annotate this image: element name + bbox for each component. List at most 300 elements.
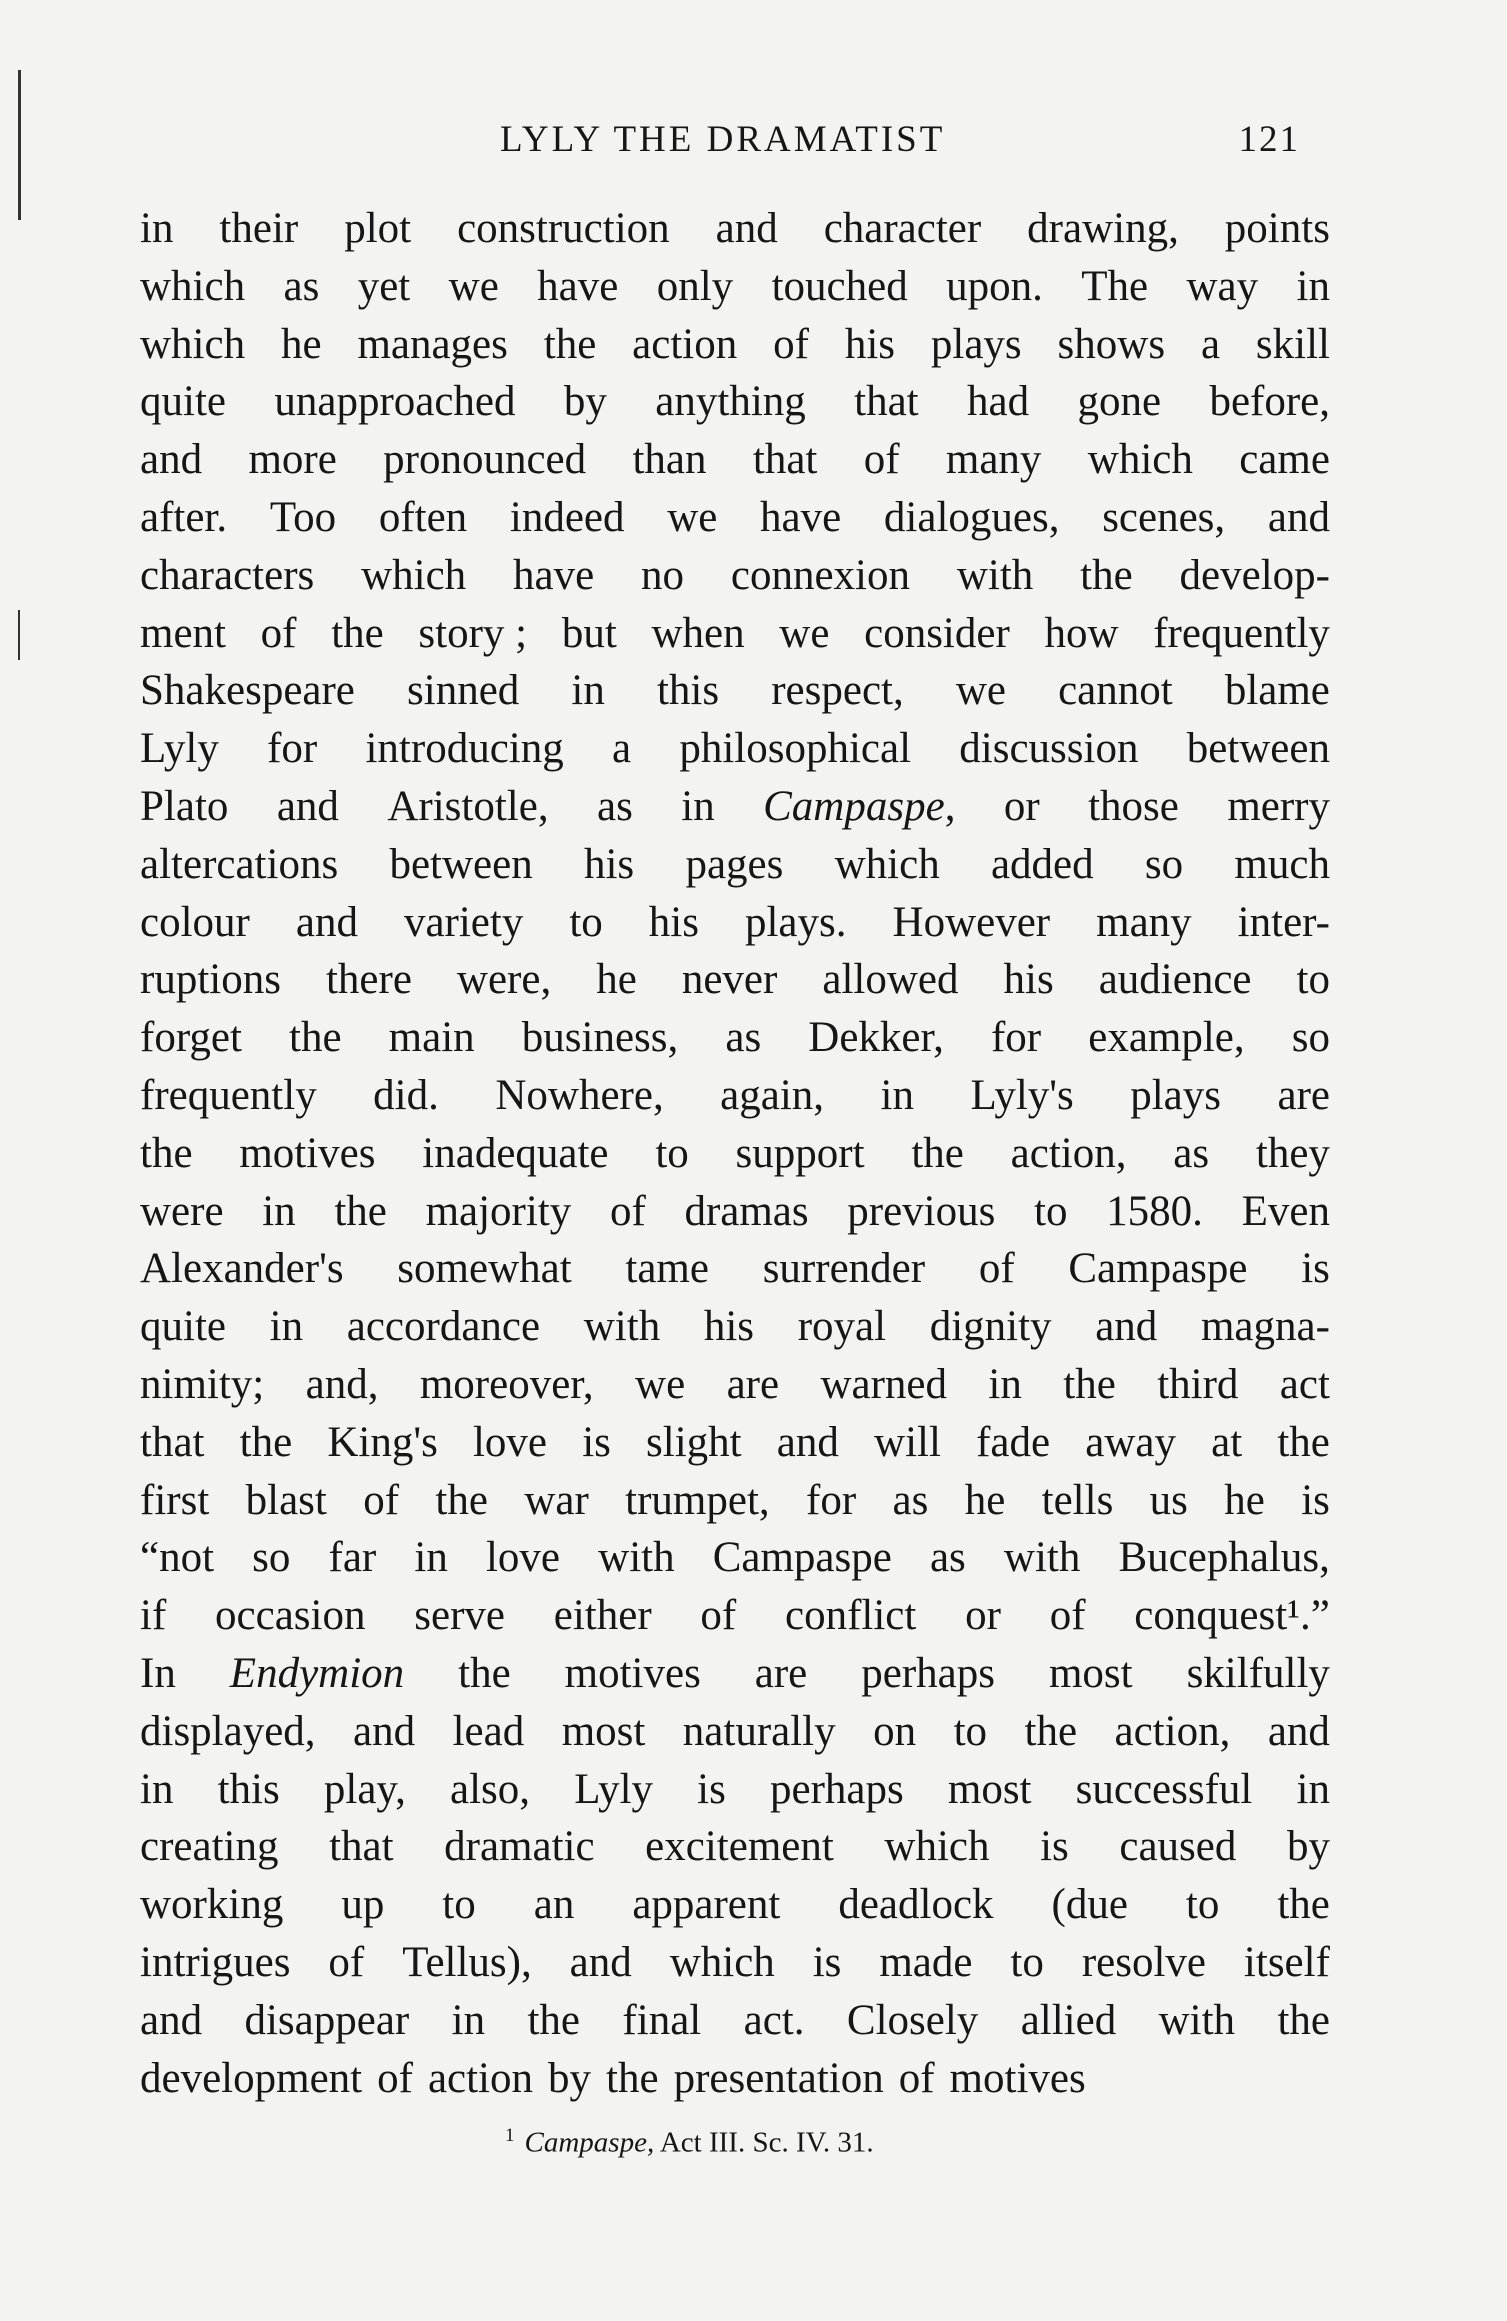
word: philosophical	[679, 725, 912, 773]
word: between	[1186, 725, 1330, 773]
word: royal	[797, 1303, 887, 1351]
word: support	[735, 1129, 865, 1177]
word: surrender	[762, 1245, 926, 1293]
word: business,	[521, 1014, 679, 1062]
word: war	[524, 1476, 589, 1524]
word: act	[1279, 1360, 1330, 1408]
word: blast	[245, 1476, 327, 1524]
word: and	[715, 205, 778, 252]
word: tells	[1041, 1476, 1114, 1524]
word: he	[280, 320, 322, 368]
word: variety	[403, 898, 524, 946]
word: Endymion	[229, 1649, 405, 1697]
word: had	[967, 378, 1030, 426]
word: the	[1277, 1881, 1330, 1929]
word: for	[267, 725, 318, 773]
word: have	[760, 493, 842, 541]
word: on	[873, 1707, 917, 1755]
word: in	[269, 1303, 304, 1351]
word: altercations	[140, 840, 339, 888]
word: develop-	[1179, 551, 1330, 599]
word: far	[328, 1534, 377, 1582]
word: dialogues,	[883, 493, 1060, 541]
word: trumpet,	[625, 1476, 770, 1524]
word: is	[697, 1765, 726, 1813]
word: after.	[140, 493, 228, 541]
word: motives	[949, 2054, 1086, 2102]
word: way	[1186, 262, 1259, 310]
word: drawing,	[1027, 205, 1179, 252]
text-line	[140, 1298, 1330, 1356]
word: to	[1185, 1881, 1220, 1929]
word: we	[667, 493, 718, 541]
footnote	[505, 2125, 874, 2160]
word: and	[1267, 1707, 1330, 1755]
word: King's	[327, 1418, 438, 1466]
word: motives	[564, 1649, 701, 1697]
scan-edge-mark	[18, 610, 20, 660]
word: development	[140, 2054, 363, 2102]
text-line	[140, 836, 1330, 894]
word: the	[1277, 1996, 1330, 2044]
word: which	[884, 1823, 990, 1871]
word: accordance	[346, 1303, 541, 1351]
word: In	[140, 1649, 176, 1697]
word: he	[1224, 1476, 1265, 1524]
word: a	[611, 725, 632, 773]
word: added	[990, 840, 1094, 888]
word: have	[537, 262, 619, 310]
word: never	[681, 956, 778, 1004]
word: anything	[655, 378, 806, 426]
text-line	[140, 1992, 1330, 2050]
text-line	[140, 1414, 1330, 1472]
word: naturally	[682, 1707, 836, 1755]
word: frequently	[140, 1071, 317, 1119]
word: of	[377, 2054, 413, 2102]
word: we	[635, 1360, 686, 1408]
text-line	[140, 605, 1330, 663]
word: made	[879, 1938, 973, 1986]
text-line	[140, 951, 1330, 1009]
word: and,	[305, 1360, 379, 1408]
word: introducing	[365, 725, 564, 773]
word: are	[726, 1360, 780, 1408]
word: story ;	[418, 609, 528, 657]
word: so	[252, 1534, 291, 1582]
word: action	[427, 2054, 534, 2102]
word: the	[1277, 1418, 1330, 1466]
word: allowed	[822, 956, 959, 1004]
text-line	[140, 1818, 1330, 1876]
word: how	[1044, 609, 1119, 657]
word: ment	[140, 609, 226, 657]
word: unapproached	[274, 378, 516, 426]
word: and	[353, 1707, 416, 1755]
word: deadlock	[838, 1881, 994, 1929]
word: The	[1081, 262, 1149, 310]
page-header	[500, 118, 1300, 168]
word: the	[334, 1187, 387, 1235]
word: “not	[140, 1534, 215, 1582]
word: the	[606, 2054, 659, 2102]
word: plays	[930, 320, 1022, 368]
word: third	[1157, 1360, 1239, 1408]
word: as	[892, 1476, 929, 1524]
word: he	[596, 956, 637, 1004]
word-group	[763, 778, 955, 836]
word: serve	[414, 1592, 505, 1640]
word: is	[1301, 1476, 1330, 1524]
word: in	[414, 1534, 448, 1582]
word: shows	[1057, 320, 1166, 368]
word: the	[911, 1129, 964, 1177]
footnote-title: Campaspe,	[524, 2126, 655, 2159]
word: before,	[1209, 378, 1330, 426]
word: of	[1049, 1592, 1086, 1640]
word: Aristotle,	[387, 782, 549, 830]
word: conflict	[785, 1592, 917, 1640]
text-line	[140, 547, 1330, 605]
word: Campaspe	[763, 782, 945, 830]
text-line	[140, 1934, 1330, 1992]
word: dramatic	[444, 1823, 595, 1871]
word: dignity	[929, 1303, 1052, 1351]
word: successful	[1075, 1765, 1253, 1813]
text-line	[140, 1645, 1330, 1703]
word: in	[262, 1187, 296, 1235]
word: majority	[425, 1187, 572, 1235]
word: gone	[1077, 378, 1162, 426]
word: to	[1296, 956, 1330, 1004]
word: Tellus),	[402, 1938, 532, 1986]
word: which	[140, 262, 246, 310]
word: as	[929, 1534, 966, 1582]
text-line	[140, 1703, 1330, 1761]
word: when	[651, 609, 745, 657]
word: and	[140, 436, 203, 484]
word: are	[754, 1649, 808, 1697]
word: in	[681, 782, 715, 830]
word: were,	[456, 956, 552, 1004]
word: much	[1234, 840, 1330, 888]
word: and	[1267, 493, 1330, 541]
text-line	[140, 1240, 1330, 1298]
word: Campaspe	[712, 1534, 892, 1582]
word: points	[1224, 205, 1330, 252]
word: with	[1003, 1534, 1081, 1582]
word: in	[880, 1071, 914, 1119]
word: his	[703, 1303, 755, 1351]
word: we	[955, 667, 1006, 715]
text-line	[140, 489, 1330, 547]
word: with	[1158, 1996, 1236, 2044]
word: his	[583, 840, 635, 888]
word: the	[1024, 1707, 1078, 1755]
word: many	[1096, 898, 1192, 946]
word: audience	[1098, 956, 1252, 1004]
text-line	[140, 1067, 1330, 1125]
word: manages	[357, 320, 508, 368]
word: 1580.	[1106, 1187, 1203, 1235]
word: caused	[1119, 1823, 1237, 1871]
text-line	[140, 894, 1330, 952]
word: Shakespeare	[140, 667, 355, 715]
word: as	[597, 782, 633, 830]
word: discussion	[959, 725, 1139, 773]
word: plays.	[744, 898, 847, 946]
word: no	[641, 551, 685, 599]
word: main	[388, 1014, 475, 1062]
word: Lyly's	[970, 1071, 1074, 1119]
word: the	[239, 1418, 293, 1466]
word: of	[363, 1476, 400, 1524]
word: inter-	[1237, 898, 1330, 946]
text-line	[140, 1876, 1330, 1934]
text-line	[140, 778, 1330, 836]
word: (due	[1051, 1881, 1128, 1929]
word: itself	[1243, 1938, 1330, 1986]
word: for	[806, 1476, 857, 1524]
word: and	[140, 1996, 203, 2044]
word: came	[1239, 436, 1330, 484]
word: those	[1088, 782, 1179, 830]
word: previous	[847, 1187, 996, 1235]
word: allied	[1020, 1996, 1117, 2044]
word: of	[700, 1592, 737, 1640]
word: warned	[820, 1360, 948, 1408]
word: motives	[239, 1129, 376, 1177]
word: example,	[1088, 1014, 1245, 1062]
word: consider	[864, 609, 1010, 657]
word: Lyly	[574, 1765, 654, 1813]
word: act.	[743, 1996, 805, 2044]
word: conquest¹.”	[1134, 1592, 1330, 1640]
word: Lyly	[140, 725, 219, 773]
word: that	[329, 1823, 394, 1871]
word: moreover,	[419, 1360, 594, 1408]
page-number: 121	[1238, 119, 1300, 160]
word: play,	[323, 1765, 406, 1813]
word: ruptions	[140, 956, 281, 1004]
word: yet	[357, 262, 411, 310]
word: us	[1149, 1476, 1188, 1524]
word: plot	[344, 205, 412, 252]
text-line	[140, 1587, 1330, 1645]
word: Too	[269, 493, 337, 541]
word: creating	[140, 1823, 279, 1871]
word: the	[331, 609, 384, 657]
word: which	[1087, 436, 1193, 484]
word: many	[945, 436, 1042, 484]
word: or	[1003, 782, 1040, 830]
word: dramas	[684, 1187, 809, 1235]
word: in	[1296, 262, 1330, 310]
word: Closely	[846, 1996, 979, 2044]
word: also,	[450, 1765, 531, 1813]
text-line	[140, 2050, 1330, 2108]
word: love	[485, 1534, 561, 1582]
punctuation: ,	[944, 782, 956, 830]
word: as	[283, 262, 320, 310]
word: more	[248, 436, 337, 484]
text-line	[140, 316, 1330, 374]
word: nimity;	[140, 1360, 265, 1408]
word: that	[140, 1418, 205, 1466]
word: and	[569, 1938, 632, 1986]
word: the	[140, 1129, 193, 1177]
word: at	[1211, 1418, 1243, 1466]
word: Campaspe	[1068, 1245, 1248, 1293]
text-line	[140, 373, 1330, 431]
word: there	[325, 956, 412, 1004]
word: fade	[976, 1418, 1051, 1466]
word: disappear	[244, 1996, 410, 2044]
word: either	[553, 1592, 652, 1640]
word: in	[451, 1996, 486, 2044]
word: which	[834, 840, 940, 888]
word: away	[1085, 1418, 1176, 1466]
word: we	[448, 262, 499, 310]
word: the	[435, 1476, 488, 1524]
word: action,	[1010, 1129, 1127, 1177]
word: a	[1200, 320, 1221, 368]
word: most	[947, 1765, 1032, 1813]
scan-edge-mark	[18, 70, 21, 220]
word: is	[1301, 1245, 1330, 1293]
word: and	[295, 898, 358, 946]
word: connexion	[730, 551, 911, 599]
word: Plato	[140, 782, 229, 830]
word: Alexander's	[140, 1245, 344, 1293]
word: plays	[1130, 1071, 1222, 1119]
word: in	[140, 1765, 174, 1813]
word: upon.	[946, 262, 1043, 310]
word: action	[632, 320, 738, 368]
word: skilfully	[1186, 1649, 1330, 1697]
word: so	[1291, 1014, 1330, 1062]
word: is	[582, 1418, 611, 1466]
word: by	[1286, 1823, 1330, 1871]
word: by	[563, 378, 607, 426]
word: excitement	[645, 1823, 834, 1871]
word: only	[656, 262, 734, 310]
text-line	[140, 258, 1330, 316]
word: most	[1048, 1649, 1133, 1697]
word: of	[863, 436, 900, 484]
word: apparent	[632, 1881, 781, 1929]
text-line	[140, 1529, 1330, 1587]
word: tame	[625, 1245, 709, 1293]
word: forget	[140, 1014, 242, 1062]
text-line	[140, 1761, 1330, 1819]
text-line	[140, 431, 1330, 489]
word: with	[956, 551, 1034, 599]
word: by	[548, 2054, 592, 2102]
word: to	[1010, 1938, 1044, 1986]
word: we	[779, 609, 830, 657]
word: but	[561, 609, 617, 657]
word: love	[472, 1418, 548, 1466]
word: to	[1034, 1187, 1068, 1235]
word: colour	[140, 898, 250, 946]
word: of	[773, 320, 809, 368]
word: quite	[140, 1303, 226, 1351]
word: the	[289, 1014, 342, 1062]
word: However	[892, 898, 1051, 946]
word: this	[656, 667, 720, 715]
word: slight	[646, 1418, 742, 1466]
text-line	[140, 200, 1330, 258]
word: resolve	[1081, 1938, 1206, 1986]
word: of	[978, 1245, 1015, 1293]
text-line	[140, 1009, 1330, 1067]
word: most	[561, 1707, 646, 1755]
word: as	[725, 1014, 762, 1062]
word: an	[533, 1881, 575, 1929]
word: of	[609, 1187, 646, 1235]
word: perhaps	[770, 1765, 904, 1813]
word: Dekker,	[808, 1014, 944, 1062]
word: in	[988, 1360, 1022, 1408]
word: quite	[140, 378, 226, 426]
text-line	[140, 1356, 1330, 1414]
word: his	[1003, 956, 1054, 1004]
word: will	[874, 1418, 941, 1466]
word: displayed,	[140, 1707, 316, 1755]
word: the	[458, 1649, 511, 1697]
word: is	[812, 1938, 842, 1986]
word: and	[276, 782, 339, 830]
word: Even	[1241, 1187, 1330, 1235]
word: to	[953, 1707, 988, 1755]
word: frequently	[1153, 609, 1330, 657]
text-line	[140, 1472, 1330, 1530]
word: magna-	[1200, 1303, 1330, 1351]
word: pages	[685, 840, 784, 888]
word: again,	[720, 1071, 825, 1119]
word: his	[844, 320, 896, 368]
word: as	[1173, 1129, 1210, 1177]
word: with	[583, 1303, 661, 1351]
word: skill	[1255, 320, 1330, 368]
word: if	[140, 1592, 167, 1640]
word: Nowhere,	[495, 1071, 664, 1119]
word: so	[1144, 840, 1184, 888]
word: to	[569, 898, 603, 946]
word: merry	[1227, 782, 1330, 830]
word: occasion	[215, 1592, 366, 1640]
word: inadequate	[422, 1129, 609, 1177]
word: than	[632, 436, 707, 484]
word: up	[341, 1881, 385, 1929]
word: characters	[140, 551, 315, 599]
word: the	[543, 320, 597, 368]
text-line	[140, 1183, 1330, 1241]
word: cannot	[1058, 667, 1173, 715]
word: indeed	[509, 493, 625, 541]
word: and	[1095, 1303, 1158, 1351]
word: in	[1296, 1765, 1330, 1813]
text-line	[140, 662, 1330, 720]
word: sinned	[407, 667, 520, 715]
footnote-marker: 1	[505, 2125, 515, 2146]
text-line	[140, 720, 1330, 778]
word: between	[389, 840, 533, 888]
word: blame	[1224, 667, 1330, 715]
word: he	[964, 1476, 1006, 1524]
word: is	[1040, 1823, 1069, 1871]
